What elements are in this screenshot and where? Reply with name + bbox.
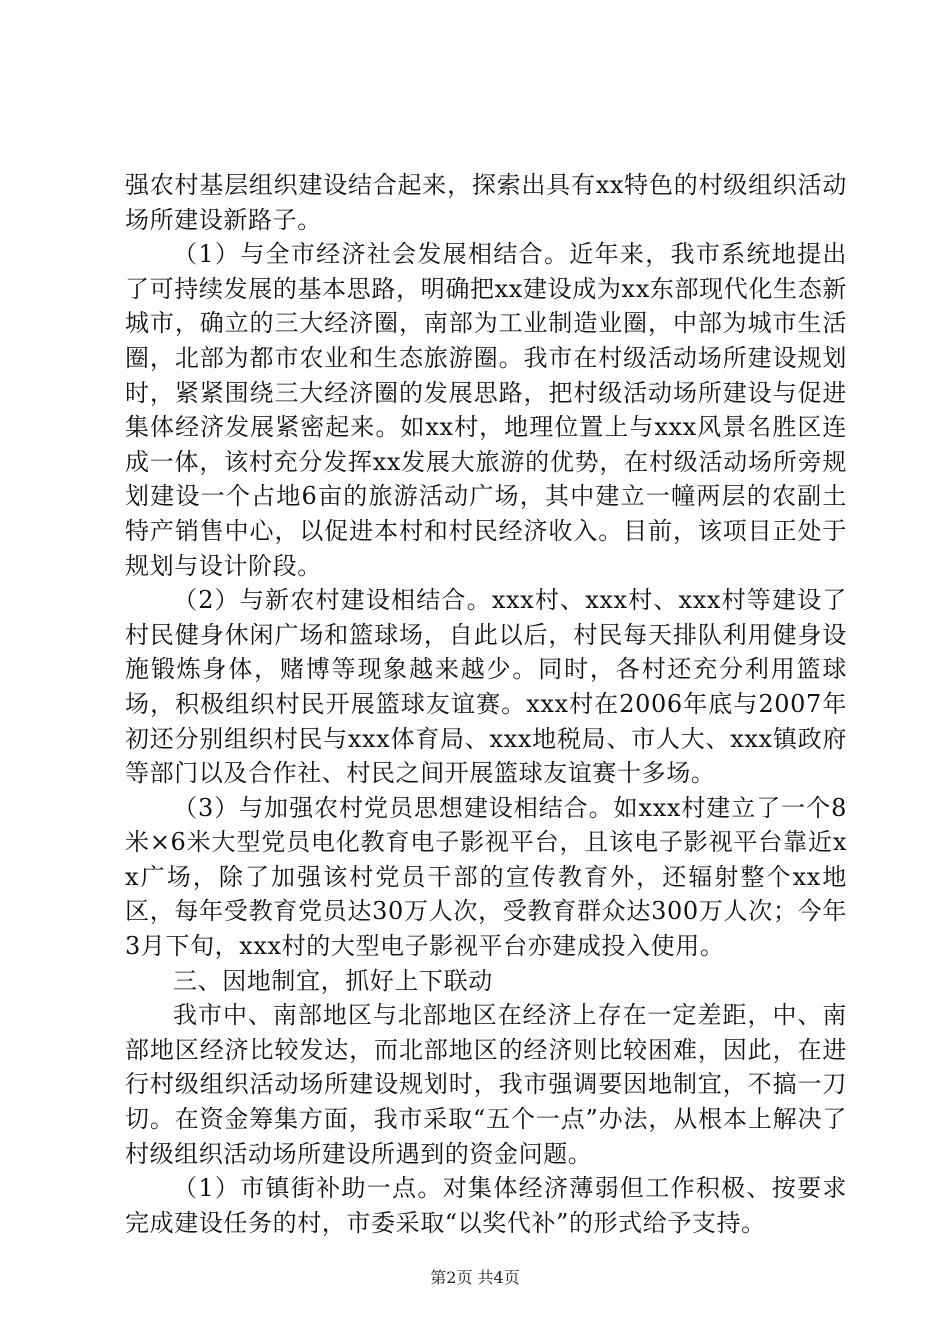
paragraph-subpoint-1: （1）市镇街补助一点。对集体经济薄弱但工作积极、按要求完成建设任务的村，市委采取“以奖代补”的形式给予支持。 bbox=[125, 1174, 847, 1237]
section-heading: 三、因地制宜，抓好上下联动 bbox=[173, 966, 493, 995]
paragraph-section-intro: 我市中、南部地区与北部地区在经济上存在一定差距，中、南部地区经济比较发达，而北部地区的经济则比较困难，因此，在进行村级组织活动场所建设规划时，我市强调要因地制宜，不搞一刀切。在资金筹集方面，我市采取“五个一点”办法，从根本上解决了村级组织活动场所建设所遇到的资金问题。 bbox=[125, 1001, 847, 1168]
paragraph-point-2: （2）与新农村建设相结合。xxx村、xxx村、xxx村等建设了村民健身休闲广场和篮球场，自此以后，村民每天排队利用健身设施锻炼身体，赌博等现象越来越少。同时，各村还充分利用篮球场，积极组织村民开展篮球友谊赛。xxx村在2006年底与2007年初还分别组织村民与xxx体育局、xxx地税局、市人大、xxx镇政府等部门以及合作社、村民之间开展篮球友谊赛十多场。 bbox=[125, 586, 847, 788]
paragraph-point-1: （1）与全市经济社会发展相结合。近年来，我市系统地提出了可持续发展的基本思路，明确把xx建设成为xx东部现代化生态新城市，确立的三大经济圈，南部为工业制造业圈，中部为城市生活圈，北部为都市农业和生态旅游圈。我市在村级活动场所建设规划时，紧紧围绕三大经济圈的发展思路，把村级活动场所建设与促进集体经济发展紧密起来。如xx村，地理位置上与xxx风景名胜区连成一体，该村充分发挥xx发展大旅游的优势，在村级活动场所旁规划建设一个占地6亩的旅游活动广场，其中建立一幢两层的农副土特产销售中心，以促进本村和村民经济收入。目前，该项目正处于规划与设计阶段。 bbox=[125, 240, 847, 580]
document-body bbox=[125, 168, 847, 1240]
paragraph-continuation: 强农村基层组织建设结合起来，探索出具有xx特色的村级组织活动场所建设新路子。 bbox=[125, 171, 847, 234]
paragraph-point-3: （3）与加强农村党员思想建设相结合。如xxx村建立了一个8米×6米大型党员电化教育电子影视平台，且该电子影视平台靠近xx广场，除了加强该村党员干部的宣传教育外，还辐射整个xx地区，每年受教育党员达30万人次，受教育群众达300万人次；今年3月下旬，xxx村的大型电子影视平台亦建成投入使用。 bbox=[125, 793, 847, 961]
page-footer: 第2页 共4页 bbox=[430, 1268, 520, 1287]
